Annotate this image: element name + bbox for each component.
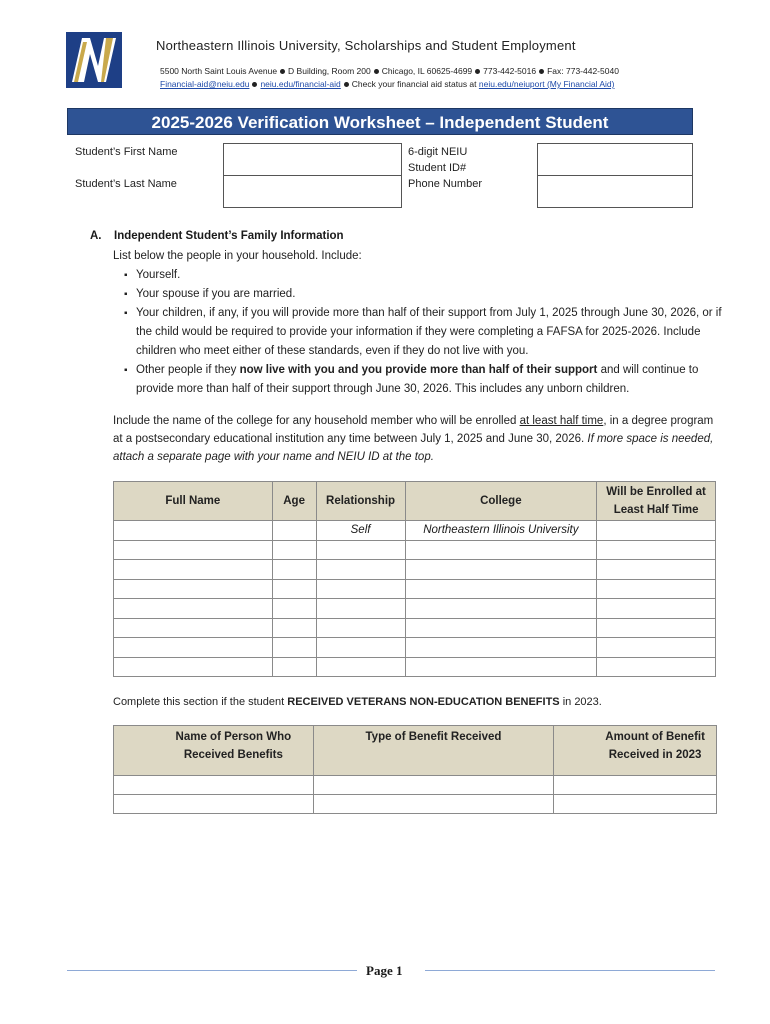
table-row (114, 521, 716, 541)
table-row (114, 657, 716, 677)
cell-relationship[interactable] (316, 560, 405, 580)
vet-text: Complete this section if the student (113, 696, 288, 708)
cell-name[interactable] (114, 599, 273, 619)
cell-college[interactable] (405, 638, 597, 658)
footer-divider-left (67, 970, 357, 971)
list-item: ▪ Yourself. (124, 266, 724, 285)
cell-person[interactable] (114, 776, 314, 795)
col-age: Age (272, 482, 316, 521)
cell-type[interactable] (313, 795, 553, 814)
cell-enrolled[interactable] (597, 599, 716, 619)
cell-college[interactable] (405, 599, 597, 619)
cell-relationship[interactable] (316, 540, 405, 560)
table-row (114, 579, 716, 599)
student-id-label-1: 6-digit NEIU (408, 146, 468, 158)
cell-age[interactable] (272, 540, 316, 560)
list-item: ▪ Your children, if any, if you will provide more than half of their support from July 1, 2025 through June 30, 2026, or if the child would be required to provide your information if they were completing a FAFSA for 2025-2026. Include children who meet either of these standards, even if they do not live with you. (124, 304, 724, 361)
instr-text: , in a degree program at a postsecondary educational institution any time between July 1, 2025 and June 30, 2026. (113, 415, 714, 445)
building: D Building, Room 200 (288, 66, 371, 76)
col-benefit-type: Type of Benefit Received (313, 726, 553, 776)
table-row (114, 638, 716, 658)
col-college: College (405, 482, 597, 521)
section-intro: List below the people in your household. Include: (113, 250, 362, 262)
first-name-label: Student’s First Name (75, 146, 178, 158)
cell-college[interactable] (405, 657, 597, 677)
cell-relationship[interactable] (316, 657, 405, 677)
cell-amount[interactable] (554, 776, 717, 795)
cell-amount[interactable] (554, 795, 717, 814)
household-bullets (124, 266, 724, 399)
cell-college[interactable] (405, 560, 597, 580)
instr-underline: at least half time (519, 415, 604, 427)
cell-name[interactable] (114, 560, 273, 580)
student-id-label-2: Student ID# (408, 162, 467, 174)
col-person-name: Name of Person Who Received Benefits (114, 726, 314, 776)
cell-name[interactable] (114, 540, 273, 560)
table-row (114, 540, 716, 560)
cell-age[interactable] (272, 560, 316, 580)
table-row (114, 795, 717, 814)
cell-enrolled[interactable] (597, 579, 716, 599)
cell-name[interactable] (114, 521, 273, 541)
table-row (114, 776, 717, 795)
bullet-text: and will continue to provide more than half of their support through June 30, 2026. This includes any unborn children. (136, 364, 699, 395)
cell-enrolled[interactable] (597, 618, 716, 638)
cell-age[interactable] (272, 521, 316, 541)
phone: 773-442-5016 (483, 66, 537, 76)
vet-bold: RECEIVED VETERANS NON-EDUCATION BENEFITS (287, 696, 560, 708)
cell-relationship[interactable] (316, 599, 405, 619)
cell-age[interactable] (272, 638, 316, 658)
city: Chicago, IL 60625-4699 (381, 66, 473, 76)
cell-age[interactable] (272, 657, 316, 677)
cell-college[interactable] (405, 618, 597, 638)
neiuport-link[interactable]: neiu.edu/neiuport (My Financial Aid) (478, 79, 615, 89)
cell-age[interactable] (272, 579, 316, 599)
cell-college[interactable] (405, 540, 597, 560)
list-item (124, 361, 724, 399)
contact-line (160, 66, 619, 76)
page-number: Page 1 (366, 963, 403, 978)
org-title: Northeastern Illinois University, Scholarships and Student Employment (156, 38, 576, 53)
cell-age[interactable] (272, 599, 316, 619)
last-name-field[interactable] (223, 175, 402, 208)
cell-name[interactable] (114, 579, 273, 599)
cell-person[interactable] (114, 795, 314, 814)
cell-name[interactable] (114, 657, 273, 677)
cell-name[interactable] (114, 638, 273, 658)
email-link[interactable]: Financial-aid@neiu.edu (160, 79, 250, 89)
section-a-heading (90, 230, 344, 242)
website-link[interactable]: neiu.edu/financial-aid (260, 79, 341, 89)
col-full-name: Full Name (114, 482, 273, 521)
address: 5500 North Saint Louis Avenue (160, 66, 278, 76)
section-title: Independent Student’s Family Information (114, 230, 344, 242)
phone-label: Phone Number (408, 178, 482, 190)
section-number: A. (90, 230, 102, 242)
cell-college: Northeastern Illinois University (405, 521, 597, 541)
links-line (160, 79, 615, 89)
last-name-label: Student’s Last Name (75, 178, 177, 190)
table-row (114, 599, 716, 619)
first-name-field[interactable] (223, 143, 402, 176)
cell-enrolled[interactable] (597, 540, 716, 560)
student-id-field[interactable] (537, 143, 693, 176)
cell-type[interactable] (313, 776, 553, 795)
veterans-table (113, 725, 717, 814)
worksheet-title: 2025-2026 Verification Worksheet – Independent Student (67, 108, 693, 135)
cell-enrolled[interactable] (597, 657, 716, 677)
cell-relationship[interactable] (316, 618, 405, 638)
instr-text: Include the name of the college for any household member who will be enrolled (113, 415, 520, 427)
col-relationship: Relationship (316, 482, 405, 521)
bullet-text: Other people if they (136, 364, 240, 376)
cell-name[interactable] (114, 618, 273, 638)
college-instructions (113, 412, 723, 466)
col-benefit-amount: Amount of Benefit Received in 2023 (554, 726, 717, 776)
cell-relationship[interactable] (316, 638, 405, 658)
cell-relationship[interactable] (316, 579, 405, 599)
phone-field[interactable] (537, 175, 693, 208)
instr-italic: If more space is needed, attach a separate page with your name and NEIU ID at the top. (113, 433, 714, 463)
cell-age[interactable] (272, 618, 316, 638)
fax: Fax: 773-442-5040 (547, 66, 619, 76)
veterans-instruction (113, 696, 602, 708)
table-row (114, 560, 716, 580)
cell-college[interactable] (405, 579, 597, 599)
cell-enrolled[interactable] (597, 638, 716, 658)
footer-divider-right (425, 970, 715, 971)
cell-relationship: Self (316, 521, 405, 541)
list-item: ▪ Your spouse if you are married. (124, 285, 724, 304)
neiu-logo (66, 32, 122, 88)
table-row (114, 618, 716, 638)
status-prefix: Check your financial aid status at (351, 79, 477, 89)
vet-text: in 2023. (559, 696, 602, 708)
cell-enrolled[interactable] (597, 521, 716, 541)
cell-enrolled[interactable] (597, 560, 716, 580)
bullet-bold: now live with you and you provide more than half of their support (239, 364, 598, 376)
col-enrolled: Will be Enrolled at Least Half Time (597, 482, 716, 521)
household-table (113, 481, 716, 677)
